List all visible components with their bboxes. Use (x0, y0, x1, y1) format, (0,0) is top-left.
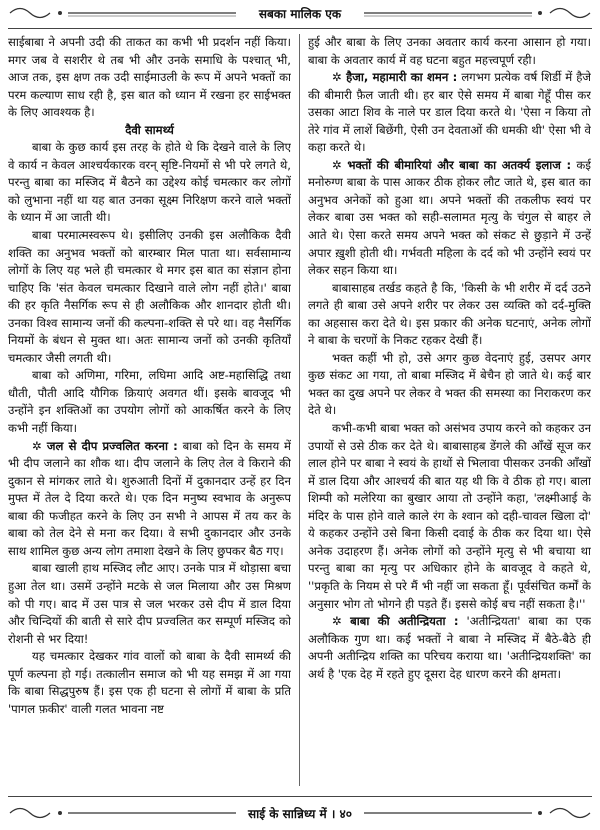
header-rule (8, 28, 592, 29)
paragraph: यह चमत्कार देखकर गांव वालों को बाबा के दैवी सामर्थ्य की पूर्ण कल्पना हो गई। तत्कालीन समाज को भी यह समझ में आ गया कि बाबा सिद्धपुरुष हैं। इस एक ही घटना से लोगों में बाबा के प्रति 'पागल फ़कीर' वाली गलत भावना नष्ट (8, 649, 291, 716)
paragraph-text: बाबा को दिन के समय में भी दीप जलाने का शौक था। दीप जलाने के लिए तेल वे किराने की दुकान से मांगकर लाते थे। शुरुआती दिनों में दुकानदार उन्हें हर दिन मुफ्त में तेल दे दिया करते थे। एक दिन मनुष्य स्वभाव के अनुरूप बाबा की फजीहत करने के लिए उन सभी ने आपस में तय कर के बाबा को तेल देने से मना कर दिया। वे सभी दुकानदार और उनके साथ शामिल कुछ अन्य लोग तमाशा देखने के लिए छुपकर बैठ गए। (8, 438, 291, 558)
footer-left-ornament (8, 804, 238, 822)
header-left-ornament (8, 4, 238, 22)
subsection-paragraph (8, 438, 291, 561)
page-number-text: साई के सान्निध्य में । ४० (242, 805, 358, 822)
paragraph: बाबा परमात्मस्वरूप थे। इसीलिए उनकी इस अलौकिक दैवी शक्ति का अनुभव भक्तों को बारम्बार मिल पाता था। सर्वसामान्य लोगों के लिए यह भले ही चमत्कार थे मगर इस बात का संज्ञान होना चाहिए कि 'संत केवल चमत्कार दिखाने वाले लोग नहीं होते।' बाबा की हर कृति नैसर्गिक रूप से ही अलौकिक और शानदार होती थी। उनका विश्व सामान्य जनों की कल्पना-शक्ति से परे था। वह नैसर्गिक नियमों के बंधन से मुक्त था। अतः सामान्य जनों को उनकी कृतियाँ चमत्कार जैसी लगती थी। (8, 228, 291, 365)
subsection-paragraph (308, 613, 591, 683)
column-divider (299, 34, 300, 786)
subsection-heading: ✲ भक्तों की बीमारियां और बाबा का अतर्क्य इलाज : (332, 157, 572, 172)
section-heading: दैवी सामर्थ्य (125, 122, 174, 137)
page-footer (0, 800, 600, 826)
paragraph: बाबा के कुछ कार्य इस तरह के होते थे कि देखने वाले के लिए वे कार्य न केवल आश्चर्यकारक वरन् सृष्टि-नियमों से भी परे लगते थे, परन्तु बाबा का मस्जिद में बैठने का उद्देश्य कोई चमत्कार कर लोगों को लुभाना नहीं था यह बात उनका सूक्ष्म निरिक्षण करने वाले भक्तों के ध्यान में आ जाती थी। (8, 140, 291, 225)
paragraph: भक्त कहीं भी हो, उसे अगर कुछ वेदनाएं हुई, उसपर अगर कुछ संकट आ गया, तो बाबा मस्जिद में बेचैन हो जाते थे। कई बार भक्त का दुख अपने पर लेकर वे भक्त की समस्या का निराकरण कर देते थे। (308, 350, 591, 418)
paragraph-text: 'अतीन्द्रियता' बाबा का एक अलौकिक गुण था। कई भक्तों ने बाबा ने मस्जिद में बैठे-बैठे ही अपनी अतीन्द्रिय शक्ति का परिचय कराया था। 'अतीन्द्रियशक्ति' का अर्थ है 'एक देह में रहते हुए दूसरा देह धारण करने की क्षमता। (308, 614, 591, 681)
paragraph: साईबाबा ने अपनी उदी की ताकत का कभी भी प्रदर्शन नहीं किया। मगर जब वे सशरीर थे तब भी और उनके समाधि के पश्चात् भी, आज तक, इस क्षण तक उदी साईमाउली के रूप में अपने भक्तों का परम कल्याण साध रही है, इस बात को ध्यान में रखना हर साईभक्त के लिए आवश्यक है। (8, 35, 291, 120)
paragraph: कभी-कभी बाबा भक्त को असंभव उपाय करने को कहकर उन उपायों से उसे ठीक कर देते थे। बाबासाहब डेंगले की आँखें सूज कर लाल होने पर बाबा ने स्वयं के हाथों से भिलावा पीसकर उनकी आँखों में डाल दिया और आश्चर्य की बात यह थी कि वे ठीक हो गए। बाला शिम्पी को मलेरिया का बुखार आया तो उन्होंने कहा, 'लक्ष्मीआई के मंदिर के पास होने वाले काले रंग के श्वान को दही-चावल खिला दो' ये कहकर उन्होंने उसे बिना किसी दवाई के ठीक कर दिया था। ऐसे अनेक उदाहरण हैं। अनेक लोगों को उन्होंने मृत्यु से भी बचाया था परन्तु बाबा का मृत्यु पर अधिकार होने के बावजूद वे कहते थे, ''प्रकृति के नियम से परे मैं भी नहीं जा सकता हूँ। पूर्वसंचित कर्मों के अनुसार भोग तो भोगने ही पड़ते हैं। इससे कोई बच नहीं सकता है।'' (308, 421, 591, 611)
subsection-heading: ✲ बाबा की अतीन्द्रियता : (332, 614, 459, 629)
page-header (0, 0, 600, 26)
subsection-heading: ✲ हैजा, महामारी का शमन : (332, 70, 458, 85)
paragraph: बाबा को अणिमा, गरिमा, लघिमा आदि अष्ट-महासिद्धि तथा धौती, पौती आदि यौगिक क्रियाएं अवगत थीं। इसके बावजूद भी उन्होंने इन शक्तिओं का उपयोग लोगों को आकर्षित करने के लिए कभी नहीं किया। (8, 368, 291, 436)
header-right-ornament (362, 4, 592, 22)
paragraph-text: लगभग प्रत्येक वर्ष शिर्डी में हैजे की बीमारी फ़ैल जाती थी। हर बार ऐसे समय में बाबा गेहूँ पीस कर उसका आटा शिव के नाले पर डाल दिया करते थे। 'ऐसा न किया तो तेरे गांव में लाशें बिछेंगी, ऐसी उन देवताओं की धमकी थी' ऐसा भी वे कहा करते थे। (308, 70, 591, 155)
paragraph: बाबासाहब तर्खड कहते है कि, 'किसी के भी शरीर में दर्द उठने लगते ही बाबा उसे अपने शरीर पर लेकर उस व्यक्ति को दर्द-मुक्ति का अहसास करा देते थे। इस प्रकार की अनेक घटनाएं, अनेक लोगों ने बाबा के चरणों के निकट रहकर देखी हैं। (308, 280, 591, 348)
right-column (308, 34, 591, 786)
paragraph: बाबा खाली हाथ मस्जिद लौट आए। उनके पात्र में थोड़ासा बचा हुआ तेल था। उसमें उन्होंने मटके से जल मिलाया और उस मिश्रण को पी गए। बाद में उस पात्र से जल भरकर उसे दीप में डाल दिया और चिन्दियों की बाती से सारे दीप प्रज्वलित कर सम्पूर्ण मस्जिद को रोशनी से भर दिया! (8, 561, 291, 646)
subsection-paragraph (308, 157, 591, 280)
footer-right-ornament (362, 804, 592, 822)
left-column (8, 34, 291, 786)
running-title: सबका मालिक एक (253, 5, 347, 22)
subsection-heading: ✲ जल से दीप प्रज्वलित करना : (32, 438, 178, 453)
footer-rule (8, 796, 592, 797)
paragraph: हुई और बाबा के लिए उनका अवतार कार्य करना आसान हो गया। बाबा के अवतार कार्य में वह घटना बहुत महत्त्वपूर्ण रही। (308, 35, 591, 67)
subsection-paragraph (308, 69, 591, 157)
paragraph-text: कई मनोरुग्ण बाबा के पास आकर ठीक होकर लौट जाते थे, इस बात का अनुभव अनेकों को हुआ था। अपने भक्तों की तकलीफ स्वयं पर लेकर बाबा उस भक्त को सही-सलामत मृत्यु के चंगुल से बाहर ले आते थे। ऐसा करते समय अपने भक्त को संकट से छुड़ाने में उन्हें अपार ख़ुशी होती थी। गर्भवती महिला के दर्द को भी उन्होंने स्वयं पर लेकर सहन किया था। (308, 157, 591, 278)
